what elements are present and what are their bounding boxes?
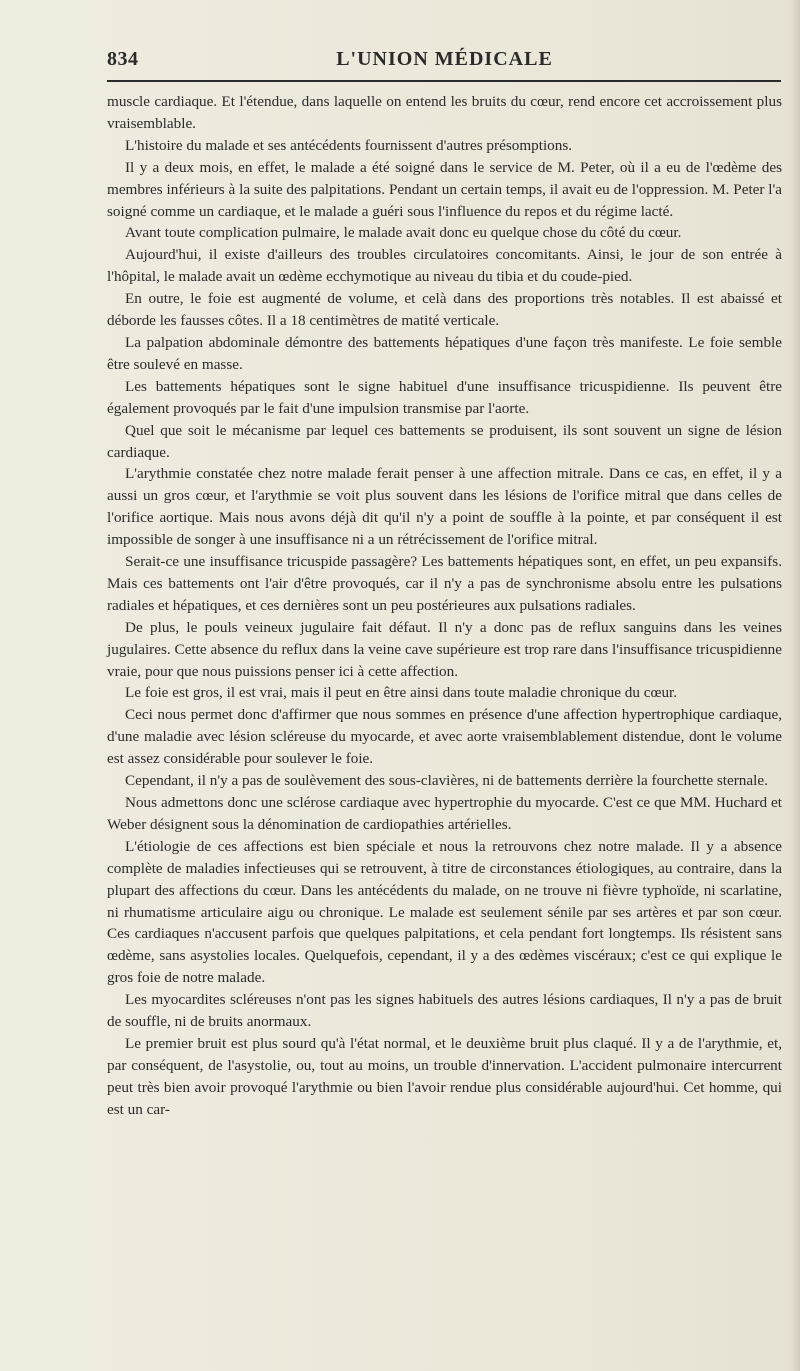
paragraph: Les battements hépatiques sont le signe habituel d'une insuffisance tricuspidienne. Ils peuvent être également provoqués par le fait d'une impulsion transmise par l'aorte.	[107, 377, 782, 417]
paragraph: Les myocardites scléreuses n'ont pas les signes habituels des autres lésions cardiaques, Il n'y a pas de bruit de souffle, ni de bruits anormaux.	[107, 991, 782, 1031]
paragraph: De plus, le pouls veineux jugulaire fait défaut. Il n'y a donc pas de reflux sanguins dans les veines jugulaires. Cette absence du reflux dans la veine cave supérieure est trop rare dans l'insuffisance tricuspidienne vraie, pour que nous puissions penser ici à cette affection.	[107, 618, 782, 680]
paragraph: L'arythmie constatée chez notre malade ferait penser à une affection mitrale. Dans ce cas, en effet, il y a aussi un gros cœur, et l'arythmie se voit plus souvent dans les lésions de l'orifice mitral que dans celles de l'orifice aortique. Mais nous avons déjà dit qu'il n'y a point de souffle à la pointe, et par conséquent il est impossible de songer à une insuffisance ni a un rétrécissement de l'orifice mitral.	[107, 465, 782, 549]
paragraph: Le foie est gros, il est vrai, mais il peut en être ainsi dans toute maladie chronique du cœur.	[125, 684, 678, 702]
paragraph: Serait-ce une insuffisance tricuspide passagère? Les battements hépatiques sont, en effet, un peu expansifs. Mais ces battements ont l'air d'être provoqués, car il n'y a pas de synchronisme absolu entre les pulsations radiales et hépatiques, et ces dernières sont un peu postérieures aux pulsations radiales.	[107, 553, 782, 614]
running-title: L'UNION MÉDICALE	[336, 48, 553, 70]
paragraph: L'étiologie de ces affections est bien spéciale et nous la retrouvons chez notre malade. Il y a absence complète de maladies infectieuses qui se retrouvent, à titre de circonstances étiologiques, au contraire, dans la plupart des affections du cœur. Dans les antécédents du malade, on ne trouve ni fièvre typhoïde, ni scarlatine, ni rhumatisme articulaire aigu ou chronique. Le malade est seulement sénile par ses artères et par son cœur. Ces cardiaques n'accusent parfois que quelques palpitations, et cela pendant fort longtemps. Ils résistent sans œdème, sans asystolies locales. Quelquefois, cependant, il y a des œdèmes viscéraux; c'est ce qui explique le gros foie de notre malade.	[107, 837, 782, 987]
page-edge-shadow	[790, 0, 800, 1371]
paragraph: Il y a deux mois, en effet, le malade a été soigné dans le service de M. Peter, où il a eu de l'œdème des membres inférieurs à la suite des palpitations. Pendant un certain temps, il avait eu de l'oppression. M. Peter l'a soigné comme un cardiaque, et le malade a guéri sous l'influence du repos et du régime lacté.	[107, 158, 782, 220]
paragraph: Cependant, il n'y a pas de soulèvement des sous-clavières, ni de battements derrière la fourchette sternale.	[125, 772, 768, 790]
paragraph: Aujourd'hui, il existe d'ailleurs des troubles circulatoires concomitants. Ainsi, le jour de son entrée à l'hôpital, le malade avait un œdème ecchymotique au niveau du tibia et du coude-pied.	[107, 246, 782, 286]
paragraph: muscle cardiaque. Et l'étendue, dans laquelle on entend les bruits du cœur, rend encore cet accroissement plus vraisemblable.	[107, 93, 782, 132]
paragraph: En outre, le foie est augmenté de volume, et celà dans des proportions très notables. Il est abaissé et déborde les fausses côtes. Il a 18 centimètres de matité verticale.	[107, 290, 782, 330]
paragraph: Ceci nous permet donc d'affirmer que nous sommes en présence d'une affection hypertrophique cardiaque, d'une maladie avec lésion scléreuse du myocarde, et avec aorte vraisemblablement distendue, dont le volume est assez considérable pour soulever le foie.	[107, 706, 782, 768]
paragraph: L'histoire du malade et ses antécédents fournissent d'autres présomptions.	[125, 136, 573, 154]
paragraph: Quel que soit le mécanisme par lequel ces battements se produisent, ils sont souvent un signe de lésion cardiaque.	[107, 421, 782, 461]
article-body	[107, 91, 782, 1121]
paragraph: Le premier bruit est plus sourd qu'à l'état normal, et le deuxième bruit plus claqué. Il y a de l'arythmie, et, par conséquent, de l'asystolie, ou, tout au moins, un trouble d'innervation. L'accident pulmonaire intercurrent peut très bien avoir provoqué l'arythmie ou bien l'avoir rendue plus considérable aujourd'hui. Cet homme, qui est un car-	[107, 1034, 782, 1118]
page-header	[107, 48, 782, 76]
paragraph: Avant toute complication pulmaire, le malade avait donc eu quelque chose du côté du cœur.	[125, 224, 682, 242]
paragraph: La palpation abdominale démontre des battements hépatiques d'une façon très manifeste. Le foie semble être soulevé en masse.	[107, 333, 782, 373]
header-rule	[107, 80, 781, 82]
page-number: 834	[107, 48, 139, 70]
paragraph: Nous admettons donc une sclérose cardiaque avec hypertrophie du myocarde. C'est ce que MM. Huchard et Weber désignent sous la dénomination de cardiopathies artérielles.	[107, 794, 782, 833]
